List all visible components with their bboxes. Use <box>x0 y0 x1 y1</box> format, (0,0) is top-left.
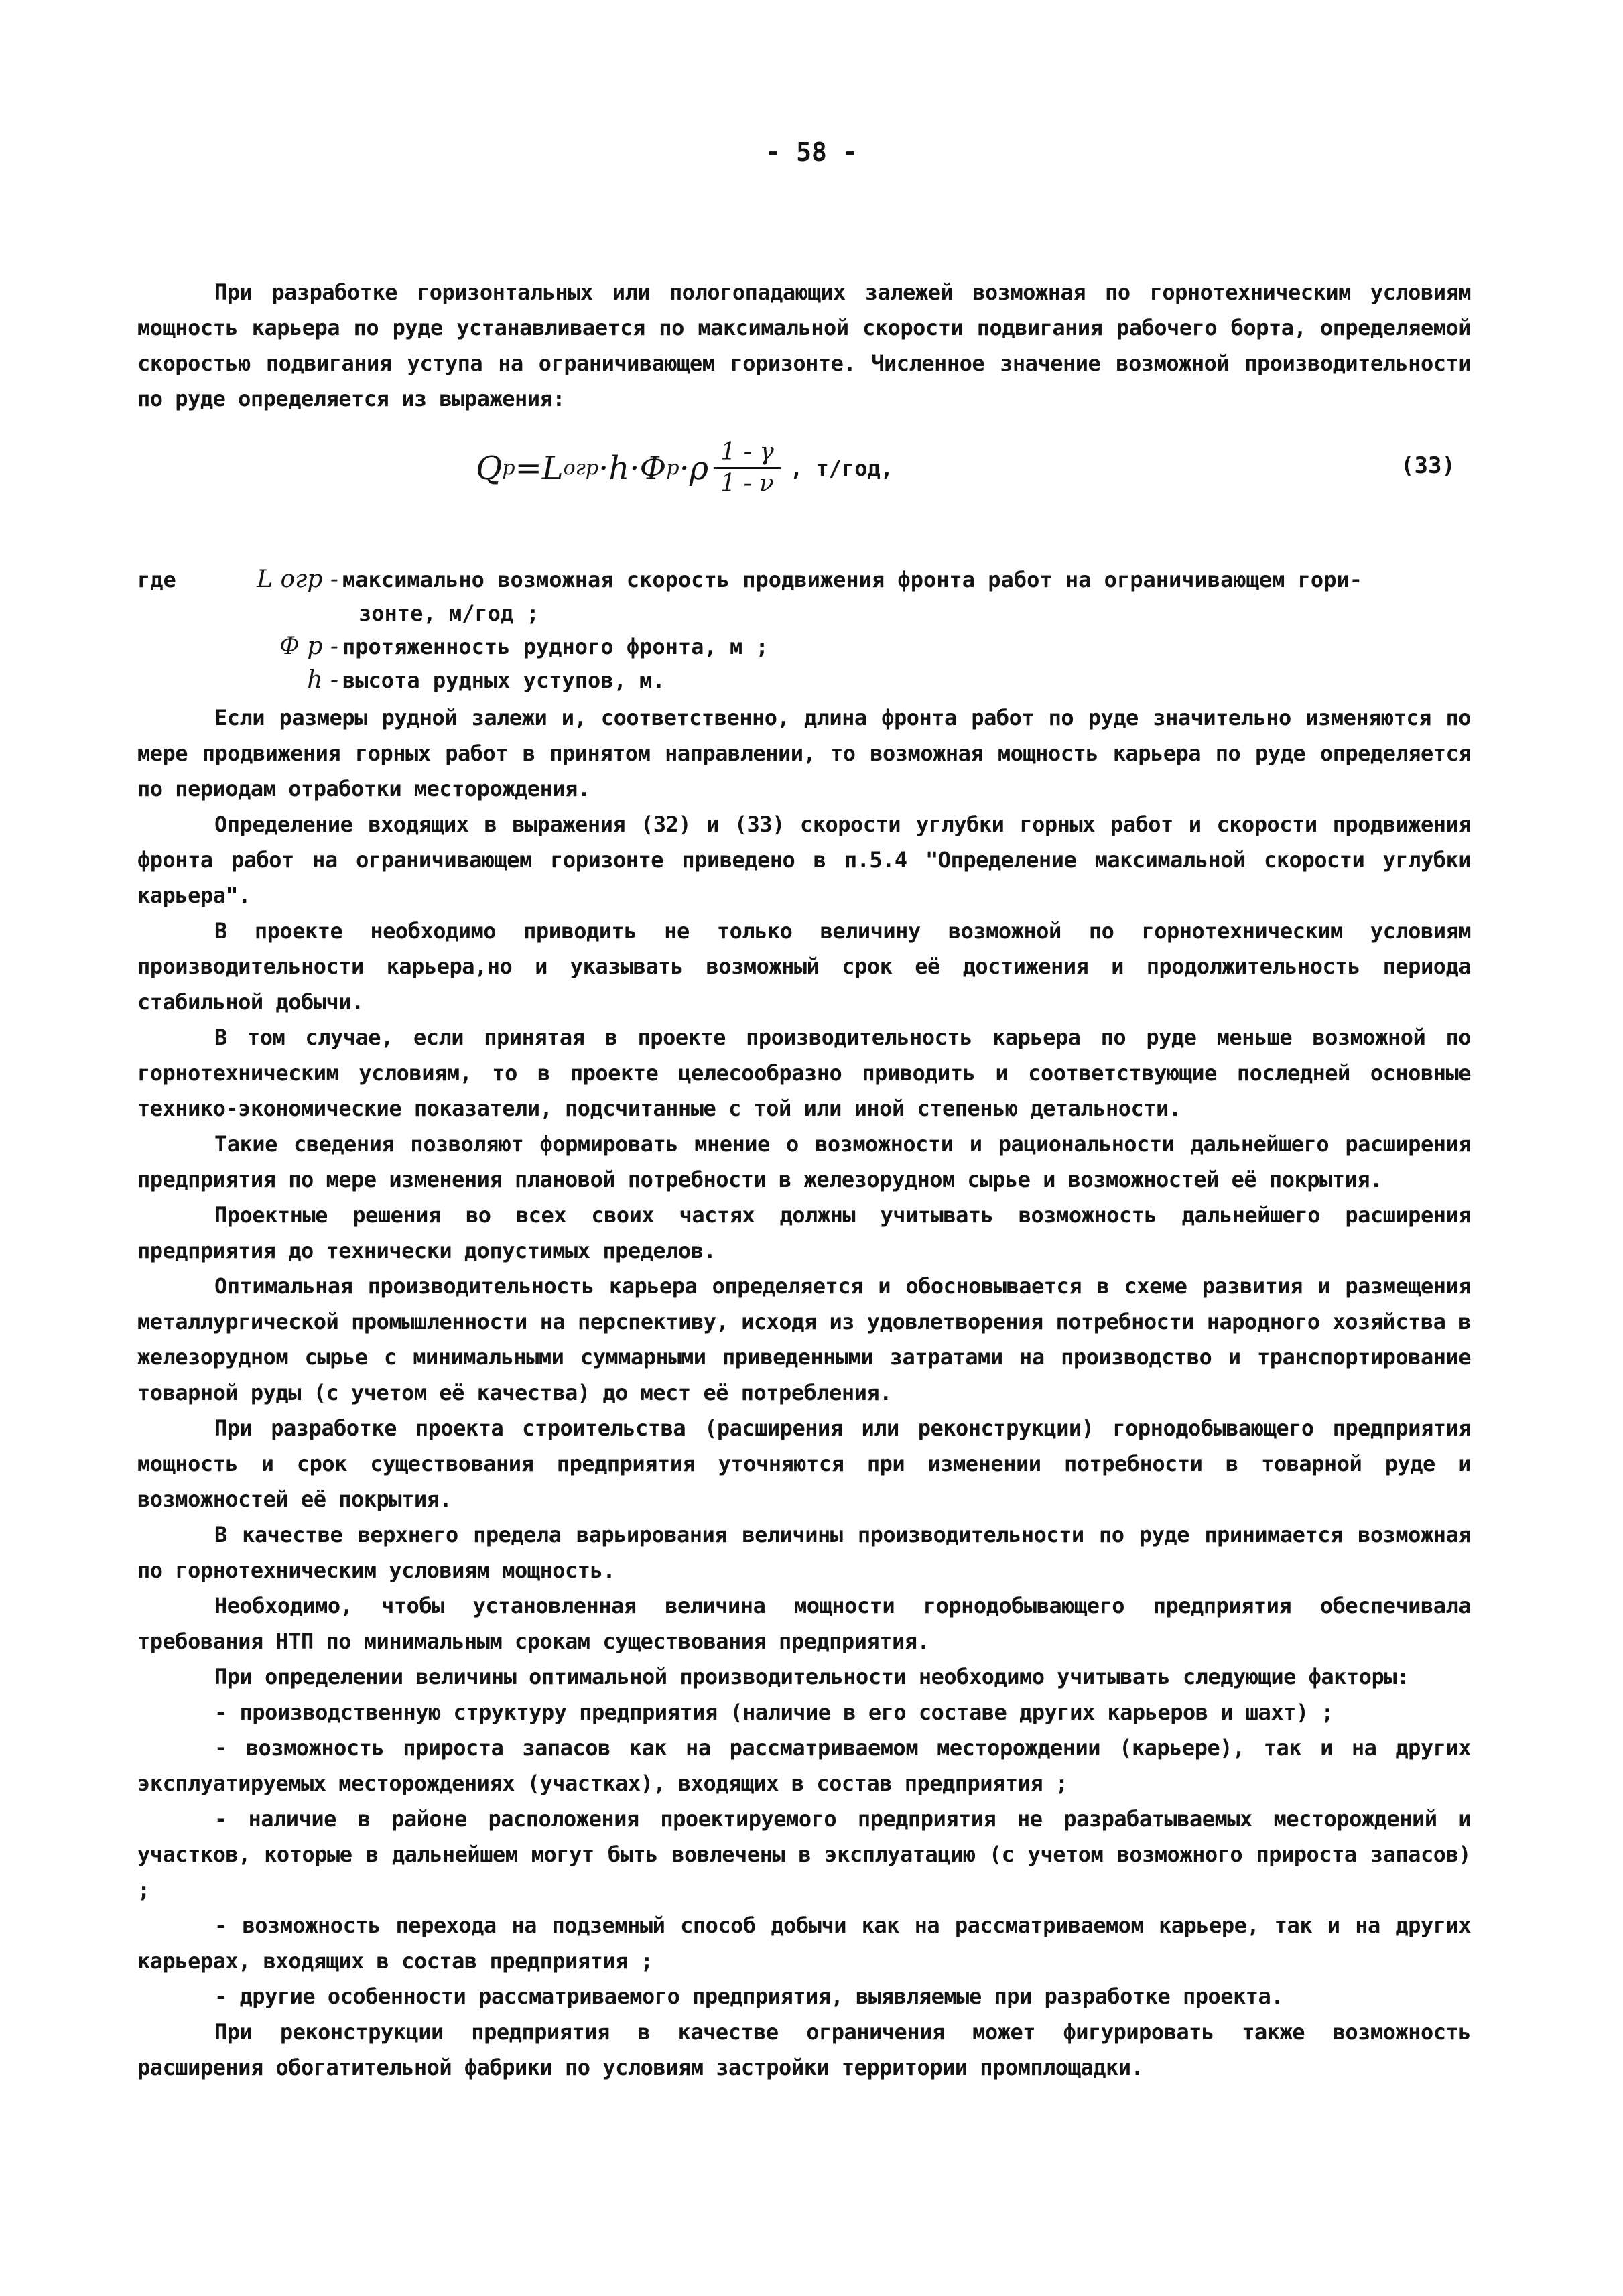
fraction-numerator: 1 - γ <box>714 438 780 469</box>
body-paragraph: При разработке проекта строительства (расширения или реконструкции) горнодобывающего предприятия мощность и срок существования предприятия уточняются при изменении потребности в товарной руде и возможностей её покрытия. <box>137 1415 1471 1512</box>
formula-lhs: Q <box>476 449 503 487</box>
body-paragraph: В том случае, если принятая в проекте производительность карьера по руде меньше возможной по горнотехническим условиям, то в проекте целесообразно приводить и соответствующие последней основные технико-экономические показатели, подсчитанные с той или иной степенью детальности. <box>137 1025 1471 1121</box>
body-paragraph: Определение входящих в выражения (32) и (33) скорости углубки горных работ и скорости продвижения фронта работ на ограничивающем горизонте приведено в п.5.4 "Определение максимальной скорости углубки карьера". <box>137 812 1471 908</box>
definition-text: максимально возможная скорость продвижения фронта работ на ограничивающем гори- <box>342 567 1362 592</box>
formula-33 <box>0 432 1623 513</box>
intro-block <box>137 275 1471 417</box>
definitions-lead: где <box>137 567 176 592</box>
definition-text: протяженность рудного фронта, м ; <box>342 634 769 659</box>
intro-paragraph: При разработке горизонтальных или пологопадающих залежей возможная по горнотехническим условиям мощность карьера по руде устанавливается по максимальной скорости подвигания рабочего борта, определяемой скоростью подвигания уступа на ограничивающем горизонте. Численное значение возможной производительности по руде определяется из выражения: <box>137 279 1471 411</box>
definition-row <box>137 663 1471 697</box>
definition-continuation: зонте, м/год ; <box>359 600 539 626</box>
formula-mid-sub: огр <box>563 456 599 480</box>
formula-rho: ·ρ <box>679 449 709 487</box>
definition-text: высота рудных уступов, м. <box>342 667 665 693</box>
formula-mid: =L <box>515 449 564 487</box>
page-number: - 58 - <box>765 137 858 167</box>
formula-factors: ·h·Ф <box>598 449 667 487</box>
formula-lhs-sub: p <box>502 456 515 480</box>
definition-symbol: Ф р - <box>279 633 338 660</box>
list-item: - возможность прироста запасов как на рассматриваемом месторождении (карьере), так и на других эксплуатируемых месторождениях (участках), входящих в состав предприятия ; <box>137 1735 1471 1796</box>
list-item: - наличие в районе расположения проектируемого предприятия не разрабатываемых месторождений и участков, которые в дальнейшем могут быть вовлечены в эксплуатацию (с учетом возможного прироста запасов) ; <box>137 1806 1471 1903</box>
definition-row <box>137 630 1471 663</box>
formula-fraction <box>714 438 781 499</box>
list-item: - производственную структуру предприятия (наличие в его составе других карьеров и шахт) ; <box>214 1700 1334 1725</box>
list-item: - возможность перехода на подземный способ добычи как на рассматриваемом карьере, так и на других карьерах, входящих в состав предприятия ; <box>137 1913 1471 1974</box>
body-paragraph: Оптимальная производительность карьера определяется и обосновывается в схеме развития и размещения металлургической промышленности на перспективу, исходя из удовлетворения потребности народного хозяйства в железорудном сырье с минимальными суммарными приведенными затратами на производство и транспортирование товарной руды (с учетом её качества) до мест её потребления. <box>137 1273 1471 1405</box>
fraction-denominator: 1 - ν <box>720 470 774 497</box>
formula-units: , т/год, <box>789 455 894 481</box>
formula-expression <box>476 438 893 499</box>
body-paragraph: Проектные решения во всех своих частях должны учитывать возможность дальнейшего расширения предприятия до технически допустимых пределов. <box>137 1202 1471 1263</box>
body-paragraph: При определении величины оптимальной производительности необходимо учитывать следующие факторы: <box>214 1664 1409 1689</box>
body-paragraph: При реконструкции предприятия в качестве ограничения может фигурировать также возможность расширения обогатительной фабрики по условиям застройки территории промплощадки. <box>137 2019 1471 2080</box>
body-paragraph: Необходимо, чтобы установленная величина мощности горнодобывающего предприятия обеспечивала требования НТП по минимальным срокам существования предприятия. <box>137 1593 1471 1654</box>
list-item: - другие особенности рассматриваемого предприятия, выявляемые при разработке проекта. <box>214 1984 1284 2009</box>
body-text <box>137 700 1471 2086</box>
body-paragraph: В проекте необходимо приводить не только величину возможной по горнотехническим условиям производительности карьера,но и указывать возможный срок её достижения и продолжительность периода стабильной добычи. <box>137 918 1471 1015</box>
equation-number: (33) <box>1401 452 1455 479</box>
definition-symbol: h - <box>307 666 338 694</box>
definition-row <box>137 563 1471 596</box>
body-paragraph: Если размеры рудной залежи и, соответственно, длина фронта работ по руде значительно изменяются по мере продвижения горных работ в принятом направлении, то возможная мощность карьера по руде определяется по периодам отработки месторождения. <box>137 705 1471 802</box>
definition-symbol: L огр - <box>257 566 338 593</box>
definitions-block <box>137 563 1471 697</box>
formula-factors-sub: р <box>666 456 679 480</box>
body-paragraph: В качестве верхнего предела варьирования величины производительности по руде принимается возможная по горнотехническим условиям мощность. <box>137 1522 1471 1583</box>
body-paragraph: Такие сведения позволяют формировать мнение о возможности и рациональности дальнейшего расширения предприятия по мере изменения плановой потребности в железорудном сырье и возможностей её покрытия. <box>137 1131 1471 1192</box>
